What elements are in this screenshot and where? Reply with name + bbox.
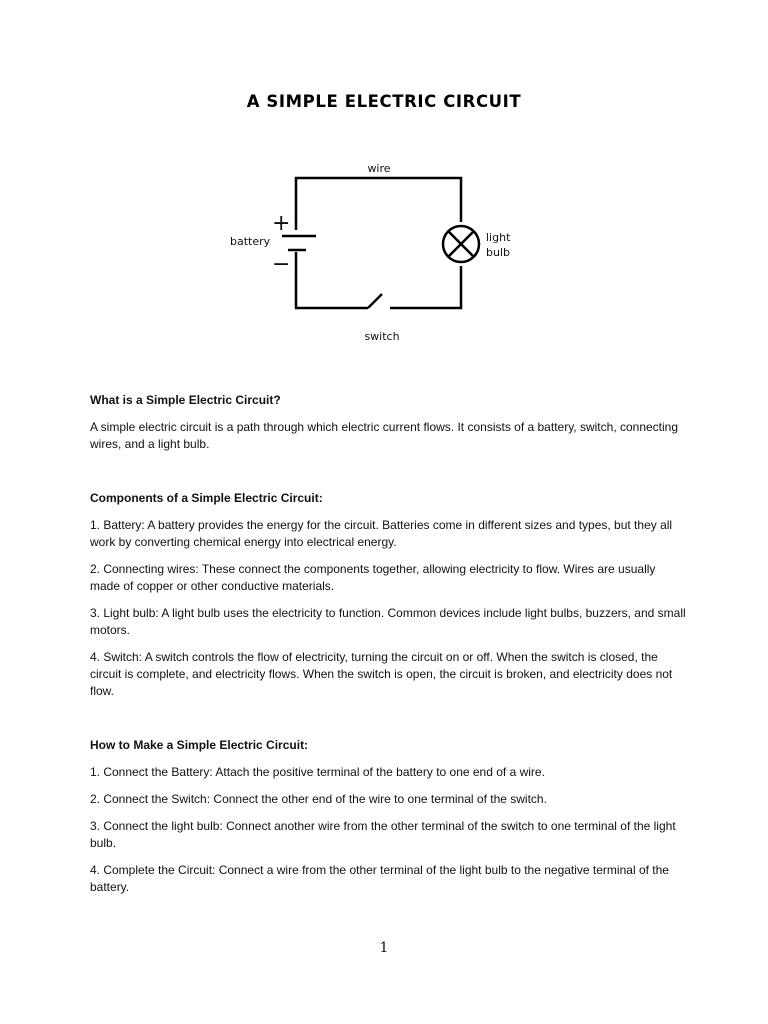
negative-terminal-sign: − bbox=[272, 252, 291, 277]
list-item: 4. Switch: A switch controls the flow of electricity, turning the circuit on or off. When the switch is closed, the circuit is complete, and electricity flows. When the switch is open, the circuit is broken, and electricity does not flow. bbox=[90, 650, 673, 698]
switch-label: switch bbox=[364, 330, 400, 343]
page-number: 1 bbox=[379, 940, 389, 956]
circuit-diagram bbox=[220, 152, 520, 352]
switch-lever bbox=[368, 294, 382, 308]
battery-label: battery bbox=[230, 235, 271, 248]
positive-terminal-sign: + bbox=[272, 211, 291, 236]
list-item: 1. Battery: A battery provides the energy for the circuit. Batteries come in different sizes and types, but they all work by converting chemical energy into electrical energy. bbox=[90, 518, 673, 549]
wire-right bbox=[390, 266, 461, 308]
section-heading: Components of a Simple Electric Circuit: bbox=[90, 491, 323, 505]
list-item: 3. Connect the light bulb: Connect another wire from the other terminal of the switch to one terminal of the light bulb. bbox=[90, 819, 676, 850]
paragraph: A simple electric circuit is a path through which electric current flows. It consists of a battery, switch, connecting wires, and a light bulb. bbox=[90, 420, 679, 451]
list-item: 4. Complete the Circuit: Connect a wire from the other terminal of the light bulb to the negative terminal of the battery. bbox=[90, 863, 669, 894]
light-bulb-label-line1: light bbox=[486, 231, 511, 244]
list-item: 2. Connect the Switch: Connect the other end of the wire to one terminal of the switch. bbox=[90, 792, 547, 806]
page-title: A SIMPLE ELECTRIC CIRCUIT bbox=[246, 92, 522, 111]
list-item: 3. Light bulb: A light bulb uses the electricity to function. Common devices include light bulbs, buzzers, and small motors. bbox=[90, 606, 686, 637]
document-body bbox=[90, 392, 686, 906]
wire-left bbox=[296, 252, 368, 308]
section-components bbox=[90, 490, 686, 700]
wire-top bbox=[296, 178, 461, 230]
section-heading: What is a Simple Electric Circuit? bbox=[90, 393, 281, 407]
wire-label: wire bbox=[367, 162, 391, 175]
section-what-is bbox=[90, 392, 686, 453]
section-heading: How to Make a Simple Electric Circuit: bbox=[90, 738, 309, 752]
light-bulb-label-line2: bulb bbox=[486, 246, 510, 259]
list-item: 2. Connecting wires: These connect the components together, allowing electricity to flow. Wires are usually made of copper or other conductive materials. bbox=[90, 562, 656, 593]
list-item: 1. Connect the Battery: Attach the positive terminal of the battery to one end of a wire. bbox=[90, 765, 545, 779]
section-how-to bbox=[90, 737, 686, 896]
